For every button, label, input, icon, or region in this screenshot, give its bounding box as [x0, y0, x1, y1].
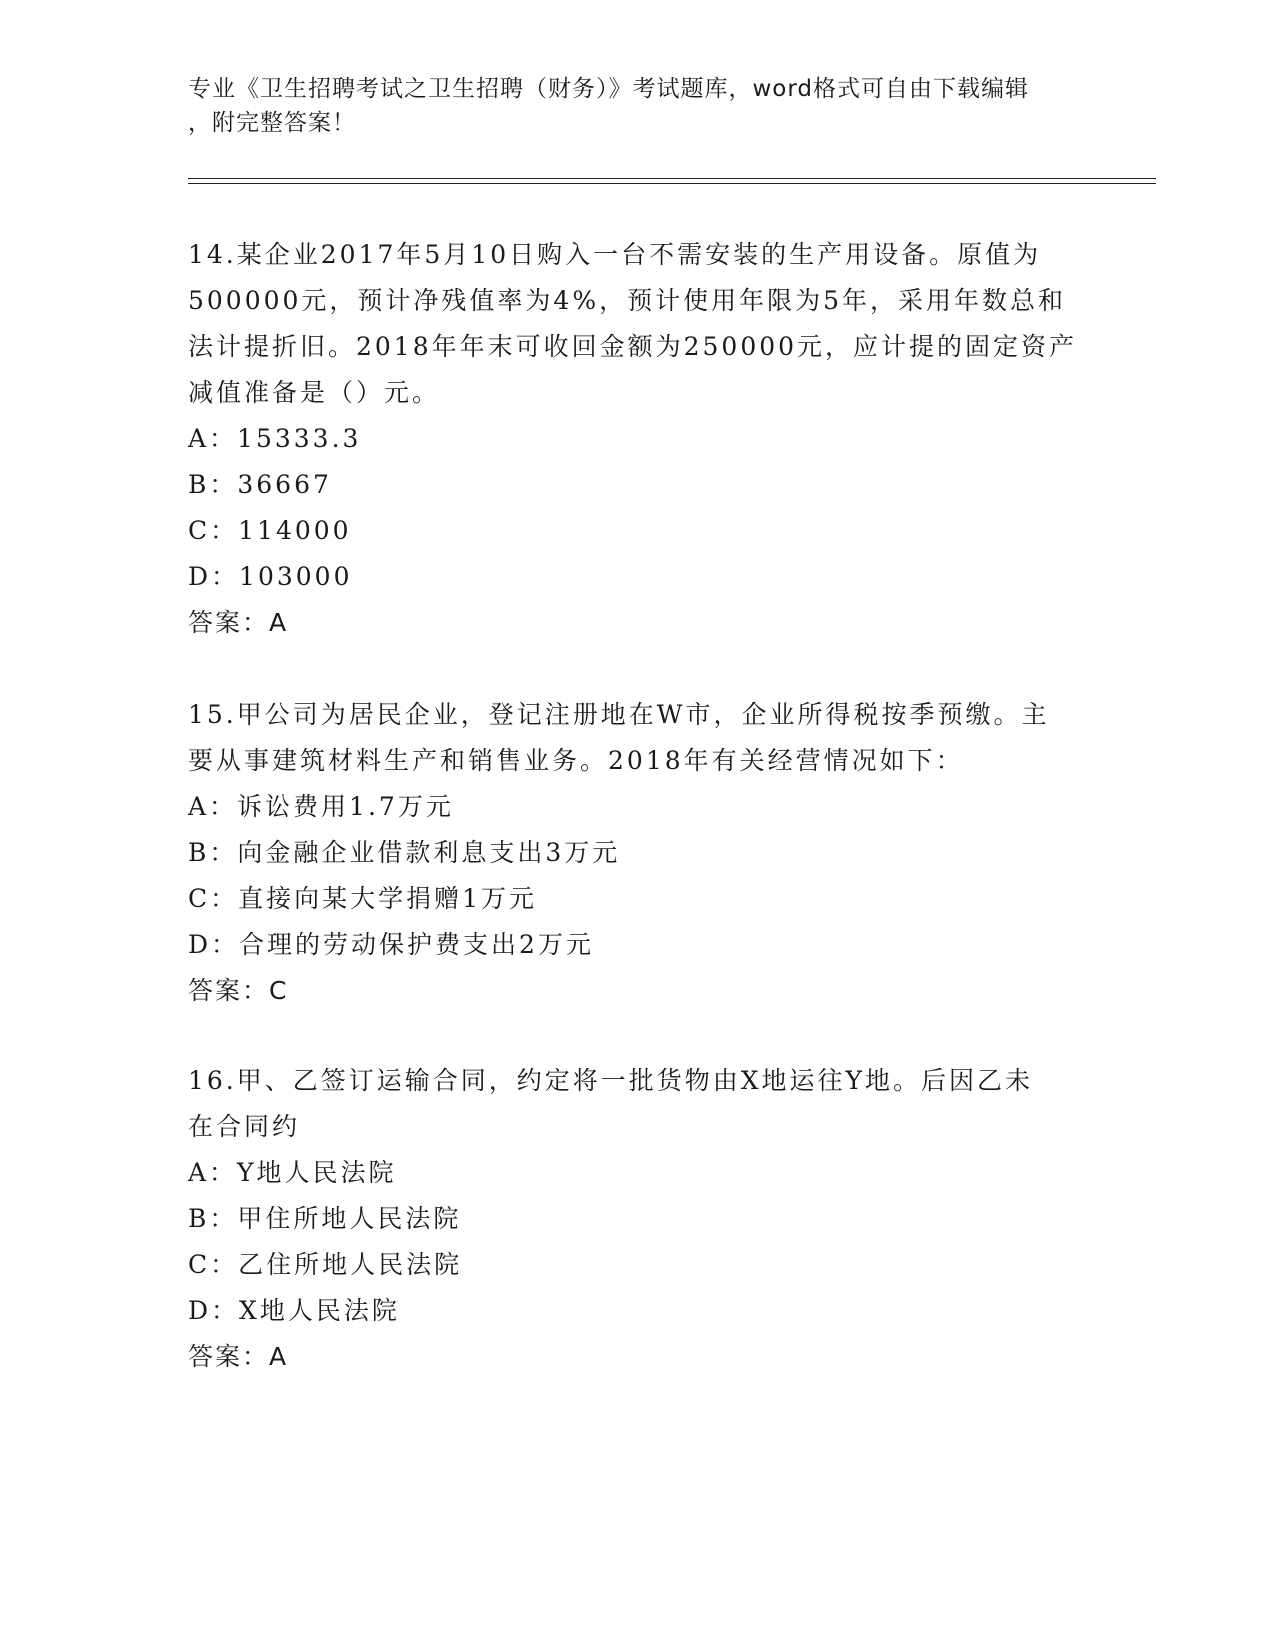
question-15: [188, 692, 1088, 1014]
document-header: [188, 72, 1068, 140]
answer-line: 答案：C: [188, 976, 289, 1005]
question-stem-line: 在合同约: [188, 1112, 301, 1141]
question-16: [188, 1058, 1088, 1380]
option-c: C：114000: [188, 516, 352, 545]
option-b: B：36667: [188, 470, 332, 499]
question-stem-line: 法计提折旧。2018年年末可收回金额为250000元，应计提的固定资产: [188, 332, 1078, 361]
header-line-2: ，附完整答案！: [188, 110, 356, 136]
header-divider-top: [188, 178, 1156, 179]
answer-line: 答案：A: [188, 608, 289, 637]
answer-line: 答案：A: [188, 1342, 289, 1371]
option-d: D：103000: [188, 562, 353, 591]
option-c: C：直接向某大学捐赠1万元: [188, 884, 538, 913]
question-stem-line: 14.某企业2017年5月10日购入一台不需安装的生产用设备。原值为: [188, 240, 1042, 269]
option-d: D：X地人民法院: [188, 1296, 400, 1325]
question-stem-line: 15.甲公司为居民企业，登记注册地在W市，企业所得税按季预缴。主: [188, 700, 1050, 729]
option-b: B：甲住所地人民法院: [188, 1204, 462, 1233]
question-stem-line: 16.甲、乙签订运输合同，约定将一批货物由X地运往Y地。后因乙未: [188, 1066, 1034, 1095]
option-d: D：合理的劳动保护费支出2万元: [188, 930, 594, 959]
question-stem-line: 要从事建筑材料生产和销售业务。2018年有关经营情况如下：: [188, 746, 964, 775]
header-line-1: 专业《卫生招聘考试之卫生招聘（财务）》考试题库，word格式可自由下载编辑: [188, 76, 1030, 102]
question-stem-line: 500000元，预计净残值率为4%，预计使用年限为5年，采用年数总和: [188, 286, 1067, 315]
header-divider-bottom: [188, 183, 1156, 184]
question-14: [188, 232, 1088, 646]
option-c: C：乙住所地人民法院: [188, 1250, 463, 1279]
option-a: A：Y地人民法院: [188, 1158, 397, 1187]
option-a: A：诉讼费用1.7万元: [188, 792, 454, 821]
option-a: A：15333.3: [188, 424, 362, 453]
question-stem-line: 减值准备是（）元。: [188, 378, 441, 407]
option-b: B：向金融企业借款利息支出3万元: [188, 838, 621, 867]
